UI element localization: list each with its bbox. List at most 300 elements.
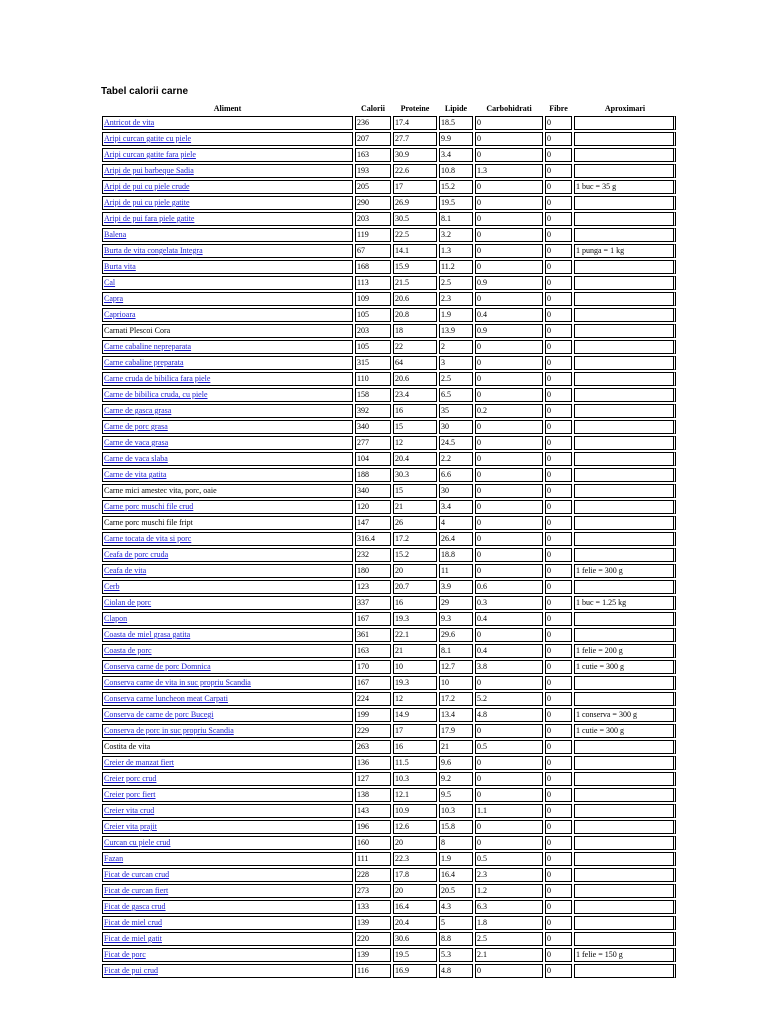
aliment-link[interactable]: Ficat de miel crud <box>104 918 162 927</box>
aproximari-cell <box>574 452 676 466</box>
calorii-cell: 119 <box>355 228 391 242</box>
aliment-cell[interactable] <box>102 916 353 930</box>
aproximari-cell <box>574 884 676 898</box>
table-row <box>102 708 676 722</box>
aliment-link[interactable]: Creier porc crud <box>104 774 157 783</box>
aliment-cell[interactable] <box>102 900 353 914</box>
aliment-cell[interactable] <box>102 148 353 162</box>
lipide-cell: 8 <box>439 836 473 850</box>
aliment-cell: Carnati Plescoi Cora <box>102 324 353 338</box>
aliment-cell[interactable] <box>102 788 353 802</box>
fibre-cell: 0 <box>545 724 572 738</box>
aliment-link[interactable]: Ficat de miel gatit <box>104 934 162 943</box>
calorii-cell: 139 <box>355 916 391 930</box>
aliment-link[interactable]: Ceafa de porc cruda <box>104 550 169 559</box>
aproximari-cell <box>574 852 676 866</box>
aliment-cell[interactable] <box>102 276 353 290</box>
aliment-cell[interactable] <box>102 244 353 258</box>
carbohidrati-cell: 0.9 <box>475 324 543 338</box>
calorii-cell: 203 <box>355 212 391 226</box>
aliment-link[interactable]: Creier de manzat fiert <box>104 758 174 767</box>
aliment-cell[interactable] <box>102 548 353 562</box>
proteine-cell: 27.7 <box>393 132 437 146</box>
carbohidrati-cell: 0 <box>475 228 543 242</box>
fibre-cell: 0 <box>545 260 572 274</box>
aproximari-cell: 1 felie = 300 g <box>574 564 676 578</box>
fibre-cell: 0 <box>545 772 572 786</box>
proteine-cell: 21 <box>393 500 437 514</box>
aproximari-cell <box>574 132 676 146</box>
table-row <box>102 532 676 546</box>
carbohidrati-cell: 0 <box>475 772 543 786</box>
aliment-cell[interactable] <box>102 884 353 898</box>
aproximari-cell <box>574 404 676 418</box>
aliment-cell[interactable] <box>102 388 353 402</box>
table-row <box>102 788 676 802</box>
lipide-cell: 30 <box>439 420 473 434</box>
aproximari-cell: 1 felie = 150 g <box>574 948 676 962</box>
aliment-link[interactable]: Creier vita crud <box>104 806 155 815</box>
aliment-cell[interactable] <box>102 612 353 626</box>
calorii-cell: 111 <box>355 852 391 866</box>
aliment-link[interactable]: Aripi de pui fara piele gatite <box>104 214 195 223</box>
proteine-cell: 23.4 <box>393 388 437 402</box>
fibre-cell: 0 <box>545 276 572 290</box>
calorii-cell: 207 <box>355 132 391 146</box>
aproximari-cell <box>574 772 676 786</box>
calorii-cell: 110 <box>355 372 391 386</box>
aliment-cell[interactable] <box>102 420 353 434</box>
table-row <box>102 356 676 370</box>
table-row <box>102 612 676 626</box>
lipide-cell: 20.5 <box>439 884 473 898</box>
proteine-cell: 20.7 <box>393 580 437 594</box>
aliment-link[interactable]: Conserva carne luncheon meat Carpati <box>104 694 228 703</box>
calorii-cell: 277 <box>355 436 391 450</box>
lipide-cell: 30 <box>439 484 473 498</box>
carbohidrati-cell: 4.8 <box>475 708 543 722</box>
fibre-cell: 0 <box>545 404 572 418</box>
aproximari-cell <box>574 900 676 914</box>
aliment-link[interactable]: Ceafa de vita <box>104 566 147 575</box>
aliment-cell[interactable] <box>102 180 353 194</box>
calorii-cell: 170 <box>355 660 391 674</box>
carbohidrati-cell: 0 <box>475 420 543 434</box>
table-row <box>102 916 676 930</box>
aproximari-cell <box>574 468 676 482</box>
fibre-cell: 0 <box>545 164 572 178</box>
aliment-cell[interactable] <box>102 372 353 386</box>
proteine-cell: 17.4 <box>393 116 437 130</box>
aproximari-cell <box>574 196 676 210</box>
aproximari-cell <box>574 356 676 370</box>
lipide-cell: 6.5 <box>439 388 473 402</box>
aliment-link[interactable]: Ficat de curcan fiert <box>104 886 169 895</box>
fibre-cell: 0 <box>545 868 572 882</box>
aliment-cell[interactable] <box>102 292 353 306</box>
table-row <box>102 244 676 258</box>
table-row <box>102 164 676 178</box>
calorii-cell: 105 <box>355 340 391 354</box>
aliment-cell[interactable] <box>102 500 353 514</box>
aliment-cell[interactable] <box>102 756 353 770</box>
calorii-cell: 127 <box>355 772 391 786</box>
lipide-cell: 2.5 <box>439 372 473 386</box>
aproximari-cell <box>574 436 676 450</box>
proteine-cell: 22.6 <box>393 164 437 178</box>
carbohidrati-cell: 0.9 <box>475 276 543 290</box>
table-row <box>102 948 676 962</box>
aproximari-cell <box>574 756 676 770</box>
aliment-link[interactable]: Aripi de pui barbeque Sadia <box>104 166 194 175</box>
table-row <box>102 340 676 354</box>
aliment-cell[interactable] <box>102 564 353 578</box>
lipide-cell: 24.5 <box>439 436 473 450</box>
fibre-cell: 0 <box>545 852 572 866</box>
lipide-cell: 35 <box>439 404 473 418</box>
aproximari-cell: 1 buc = 1.25 kg <box>574 596 676 610</box>
fibre-cell: 0 <box>545 964 572 978</box>
fibre-cell: 0 <box>545 916 572 930</box>
aliment-link[interactable]: Caprioara <box>104 310 136 319</box>
calorii-cell: 136 <box>355 756 391 770</box>
proteine-cell: 21 <box>393 644 437 658</box>
aliment-cell[interactable] <box>102 692 353 706</box>
aproximari-cell <box>574 276 676 290</box>
table-row <box>102 516 676 530</box>
aproximari-cell <box>574 148 676 162</box>
aliment-cell[interactable] <box>102 804 353 818</box>
aliment-link[interactable]: Carne de bibilica cruda, cu piele <box>104 390 208 399</box>
aliment-link[interactable]: Ciolan de porc <box>104 598 152 607</box>
fibre-cell: 0 <box>545 628 572 642</box>
proteine-cell: 15.9 <box>393 260 437 274</box>
fibre-cell: 0 <box>545 436 572 450</box>
table-row <box>102 564 676 578</box>
proteine-cell: 20 <box>393 564 437 578</box>
proteine-cell: 16.4 <box>393 900 437 914</box>
calorii-cell: 273 <box>355 884 391 898</box>
calorii-cell: 188 <box>355 468 391 482</box>
aliment-link[interactable]: Carne porc muschi file crud <box>104 502 194 511</box>
aliment-cell[interactable] <box>102 308 353 322</box>
aliment-cell[interactable] <box>102 340 353 354</box>
table-row <box>102 804 676 818</box>
lipide-cell: 2.2 <box>439 452 473 466</box>
aliment-link[interactable]: Ficat de porc <box>104 950 146 959</box>
fibre-cell: 0 <box>545 388 572 402</box>
aliment-cell[interactable] <box>102 644 353 658</box>
carbohidrati-cell: 1.8 <box>475 916 543 930</box>
aliment-cell[interactable] <box>102 356 353 370</box>
aliment-cell[interactable] <box>102 868 353 882</box>
carbohidrati-cell: 1.2 <box>475 884 543 898</box>
lipide-cell: 29.6 <box>439 628 473 642</box>
aliment-cell[interactable] <box>102 964 353 978</box>
aliment-cell[interactable] <box>102 452 353 466</box>
carbohidrati-cell: 0 <box>475 132 543 146</box>
column-header-lipide: Lipide <box>444 103 468 113</box>
aliment-link[interactable]: Aripi curcan gatite fara piele <box>104 150 196 159</box>
aliment-link[interactable]: Conserva de porc in suc propriu Scandia <box>104 726 234 735</box>
aliment-link[interactable]: Carne de vaca slaba <box>104 454 168 463</box>
aproximari-cell <box>574 580 676 594</box>
proteine-cell: 18 <box>393 324 437 338</box>
aliment-link[interactable]: Aripi curcan gatite cu piele <box>104 134 192 143</box>
table-row <box>102 452 676 466</box>
aliment-link[interactable]: Cerb <box>104 582 120 591</box>
proteine-cell: 16.9 <box>393 964 437 978</box>
carbohidrati-cell: 2.5 <box>475 932 543 946</box>
calorii-cell: 180 <box>355 564 391 578</box>
fibre-cell: 0 <box>545 308 572 322</box>
lipide-cell: 15.2 <box>439 180 473 194</box>
proteine-cell: 26 <box>393 516 437 530</box>
aliment-cell[interactable] <box>102 164 353 178</box>
aliment-link[interactable]: Carne cabaline nepreparata <box>104 342 192 351</box>
lipide-cell: 18.5 <box>439 116 473 130</box>
aliment-cell[interactable] <box>102 196 353 210</box>
calorii-cell: 160 <box>355 836 391 850</box>
proteine-cell: 10 <box>393 660 437 674</box>
aliment-cell[interactable] <box>102 820 353 834</box>
fibre-cell: 0 <box>545 180 572 194</box>
aliment-cell[interactable] <box>102 580 353 594</box>
aliment-link[interactable]: Carne de gasca grasa <box>104 406 172 415</box>
aliment-link[interactable]: Carne de vita gatita <box>104 470 167 479</box>
aliment-link[interactable]: Conserva carne de porc Domnica <box>104 662 211 671</box>
lipide-cell: 21 <box>439 740 473 754</box>
aproximari-cell <box>574 308 676 322</box>
proteine-cell: 20 <box>393 884 437 898</box>
carbohidrati-cell: 0.2 <box>475 404 543 418</box>
table-row <box>102 276 676 290</box>
aliment-link[interactable]: Fazan <box>104 854 124 863</box>
carbohidrati-cell: 0 <box>475 676 543 690</box>
carbohidrati-cell: 0 <box>475 724 543 738</box>
aproximari-cell <box>574 228 676 242</box>
proteine-cell: 11.5 <box>393 756 437 770</box>
carbohidrati-cell: 0.3 <box>475 596 543 610</box>
aliment-cell[interactable] <box>102 260 353 274</box>
aliment-cell[interactable] <box>102 724 353 738</box>
aliment-link[interactable]: Carne de porc grasa <box>104 422 168 431</box>
aliment-link[interactable]: Conserva de carne de porc Bucegi <box>104 710 214 719</box>
carbohidrati-cell: 0.6 <box>475 580 543 594</box>
aliment-link[interactable]: Burta vita <box>104 262 136 271</box>
calorii-cell: 158 <box>355 388 391 402</box>
lipide-cell: 4.8 <box>439 964 473 978</box>
fibre-cell: 0 <box>545 500 572 514</box>
fibre-cell: 0 <box>545 452 572 466</box>
proteine-cell: 12.6 <box>393 820 437 834</box>
aliment-link[interactable]: Curcan cu piele crud <box>104 838 171 847</box>
table-row <box>102 292 676 306</box>
table-row <box>102 500 676 514</box>
aliment-link[interactable]: Ficat de curcan crud <box>104 870 170 879</box>
fibre-cell: 0 <box>545 372 572 386</box>
carbohidrati-cell: 0 <box>475 452 543 466</box>
aliment-link[interactable]: Creier vita prajit <box>104 822 157 831</box>
aliment-link[interactable]: Cal <box>104 278 116 287</box>
aliment-link[interactable]: Carne cruda de bibilica fara piele <box>104 374 211 383</box>
table-row <box>102 308 676 322</box>
lipide-cell: 3.4 <box>439 148 473 162</box>
calorii-cell: 199 <box>355 708 391 722</box>
aliment-cell[interactable] <box>102 676 353 690</box>
aliment-cell[interactable] <box>102 708 353 722</box>
carbohidrati-cell: 0.5 <box>475 852 543 866</box>
column-header-aliment: Aliment <box>213 103 242 113</box>
aproximari-cell <box>574 532 676 546</box>
calorii-cell: 203 <box>355 324 391 338</box>
aproximari-cell <box>574 548 676 562</box>
aliment-link[interactable]: Coasta de porc <box>104 646 152 655</box>
aliment-link[interactable]: Clapon <box>104 614 128 623</box>
fibre-cell: 0 <box>545 596 572 610</box>
lipide-cell: 3.2 <box>439 228 473 242</box>
aliment-cell: Costita de vita <box>102 740 353 754</box>
aliment-cell[interactable] <box>102 932 353 946</box>
lipide-cell: 19.5 <box>439 196 473 210</box>
table-row <box>102 724 676 738</box>
table-row <box>102 580 676 594</box>
aliment-link[interactable]: Antricot de vita <box>104 118 155 127</box>
aliment-cell[interactable] <box>102 228 353 242</box>
aliment-link[interactable]: Ficat de pui crud <box>104 966 158 975</box>
table-row <box>102 484 676 498</box>
table-row <box>102 868 676 882</box>
carbohidrati-cell: 0.4 <box>475 308 543 322</box>
lipide-cell: 1.9 <box>439 308 473 322</box>
fibre-cell: 0 <box>545 132 572 146</box>
aproximari-cell: 1 conserva = 300 g <box>574 708 676 722</box>
table-row <box>102 260 676 274</box>
aliment-link[interactable]: Aripi de pui cu piele gatite <box>104 198 190 207</box>
carbohidrati-cell: 0.5 <box>475 740 543 754</box>
table-row <box>102 772 676 786</box>
aproximari-cell: 1 punga = 1 kg <box>574 244 676 258</box>
lipide-cell: 8.8 <box>439 932 473 946</box>
table-row <box>102 852 676 866</box>
carbohidrati-cell: 0 <box>475 484 543 498</box>
aproximari-cell <box>574 516 676 530</box>
aproximari-cell <box>574 676 676 690</box>
calorii-cell: 139 <box>355 948 391 962</box>
lipide-cell: 3.9 <box>439 580 473 594</box>
fibre-cell: 0 <box>545 212 572 226</box>
aliment-link[interactable]: Ficat de gasca crud <box>104 902 166 911</box>
lipide-cell: 6.6 <box>439 468 473 482</box>
aliment-link[interactable]: Conserva carne de vita in suc propriu Scandia <box>104 678 251 687</box>
aliment-cell[interactable] <box>102 212 353 226</box>
table-body <box>102 116 676 978</box>
carbohidrati-cell: 3.8 <box>475 660 543 674</box>
proteine-cell: 19.3 <box>393 612 437 626</box>
aliment-link[interactable]: Aripi de pui cu piele crude <box>104 182 190 191</box>
fibre-cell: 0 <box>545 148 572 162</box>
aliment-cell[interactable] <box>102 772 353 786</box>
calorii-cell: 109 <box>355 292 391 306</box>
aliment-cell[interactable] <box>102 836 353 850</box>
carbohidrati-cell: 0 <box>475 628 543 642</box>
aproximari-cell <box>574 740 676 754</box>
table-row <box>102 212 676 226</box>
proteine-cell: 12 <box>393 692 437 706</box>
fibre-cell: 0 <box>545 820 572 834</box>
aliment-cell[interactable] <box>102 948 353 962</box>
aliment-cell[interactable] <box>102 404 353 418</box>
calorii-cell: 167 <box>355 612 391 626</box>
proteine-cell: 20.6 <box>393 292 437 306</box>
proteine-cell: 15 <box>393 484 437 498</box>
table-header-row <box>102 103 676 114</box>
proteine-cell: 64 <box>393 356 437 370</box>
fibre-cell: 0 <box>545 660 572 674</box>
proteine-cell: 17 <box>393 180 437 194</box>
calorii-cell: 205 <box>355 180 391 194</box>
calorii-cell: 116 <box>355 964 391 978</box>
aliment-link[interactable]: Balena <box>104 230 127 239</box>
aliment-cell: Carne porc muschi file fript <box>102 516 353 530</box>
proteine-cell: 14.1 <box>393 244 437 258</box>
aliment-cell[interactable] <box>102 532 353 546</box>
aliment-link[interactable]: Creier porc fiert <box>104 790 156 799</box>
aproximari-cell <box>574 340 676 354</box>
aliment-link[interactable]: Carne cabaline preparata <box>104 358 184 367</box>
fibre-cell: 0 <box>545 708 572 722</box>
lipide-cell: 17.2 <box>439 692 473 706</box>
proteine-cell: 10.9 <box>393 804 437 818</box>
carbohidrati-cell: 0 <box>475 244 543 258</box>
table-row <box>102 644 676 658</box>
aliment-cell[interactable] <box>102 436 353 450</box>
table-row <box>102 964 676 978</box>
aliment-cell[interactable] <box>102 852 353 866</box>
proteine-cell: 30.6 <box>393 932 437 946</box>
aliment-cell[interactable] <box>102 132 353 146</box>
carbohidrati-cell: 0 <box>475 836 543 850</box>
aliment-cell[interactable] <box>102 660 353 674</box>
aliment-link[interactable]: Capra <box>104 294 124 303</box>
calorii-cell: 337 <box>355 596 391 610</box>
aproximari-cell <box>574 116 676 130</box>
aproximari-cell <box>574 292 676 306</box>
aliment-link[interactable]: Carne tocata de vita si porc <box>104 534 192 543</box>
aliment-cell[interactable] <box>102 628 353 642</box>
fibre-cell: 0 <box>545 324 572 338</box>
fibre-cell: 0 <box>545 884 572 898</box>
proteine-cell: 20.6 <box>393 372 437 386</box>
fibre-cell: 0 <box>545 196 572 210</box>
table-row <box>102 932 676 946</box>
aliment-link[interactable]: Burta de vita congelata Integra <box>104 246 203 255</box>
aliment-link[interactable]: Coasta de miel grasa gatita <box>104 630 191 639</box>
aliment-link[interactable]: Carne de vaca grasa <box>104 438 169 447</box>
aliment-cell[interactable] <box>102 596 353 610</box>
fibre-cell: 0 <box>545 532 572 546</box>
proteine-cell: 16 <box>393 596 437 610</box>
aliment-cell[interactable] <box>102 468 353 482</box>
calorii-cell: 105 <box>355 308 391 322</box>
proteine-cell: 12 <box>393 436 437 450</box>
carbohidrati-cell: 0 <box>475 292 543 306</box>
carbohidrati-cell: 0 <box>475 756 543 770</box>
carbohidrati-cell: 0 <box>475 340 543 354</box>
proteine-cell: 21.5 <box>393 276 437 290</box>
page-title: Tabel calorii carne <box>101 86 189 97</box>
aliment-cell[interactable] <box>102 116 353 130</box>
